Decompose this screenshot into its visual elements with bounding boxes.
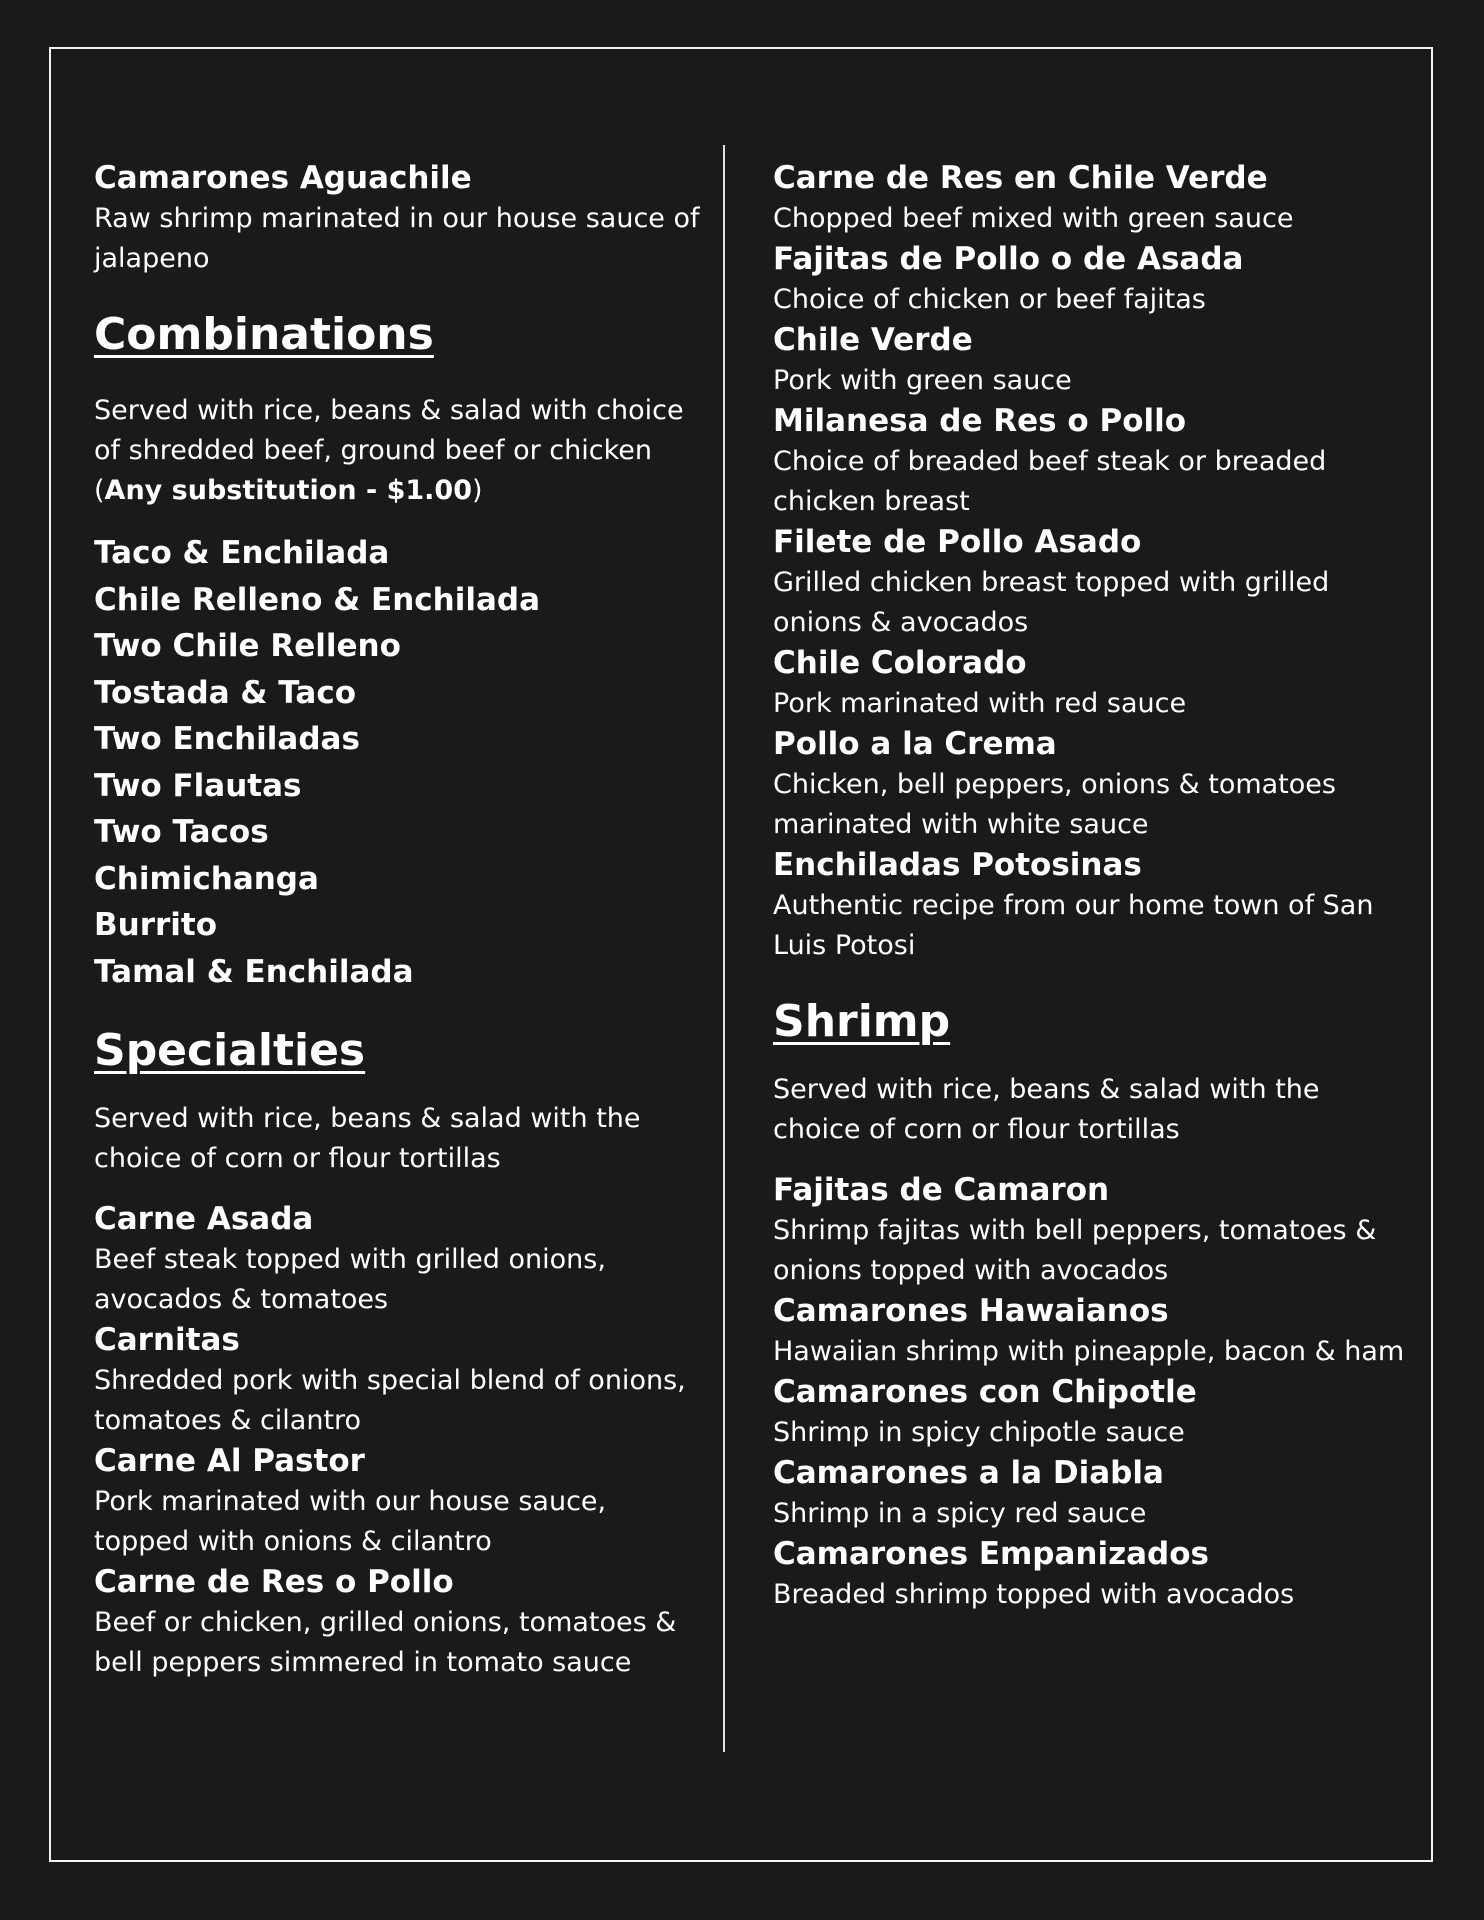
menu-item — [773, 1291, 1413, 1372]
item-name: Chile Verde — [773, 322, 973, 358]
list-item: Two Flautas — [94, 767, 302, 804]
specialties-heading: Specialties — [94, 1025, 366, 1076]
item-name: Enchiladas Potosinas — [773, 847, 1142, 883]
list-item: Tamal & Enchilada — [94, 953, 414, 990]
note-close-paren: ) — [472, 475, 483, 506]
menu-item — [773, 1372, 1413, 1453]
combinations-note — [94, 391, 704, 511]
item-name: Pollo a la Crema — [773, 726, 1057, 762]
combinations-list — [94, 530, 704, 995]
substitution-price: Any substitution - $1.00 — [104, 475, 472, 506]
menu-item — [773, 643, 1413, 724]
item-description: Raw shrimp marinated in our house sauce of jalapeno — [94, 203, 700, 274]
item-name: Carne de Res en Chile Verde — [773, 160, 1268, 196]
item-name: Camarones con Chipotle — [773, 1374, 1197, 1410]
item-name: Camarones a la Diabla — [773, 1455, 1164, 1491]
item-name: Carne Al Pastor — [94, 1443, 365, 1479]
shrimp-note: Served with rice, beans & salad with the choice of corn or flour tortillas — [773, 1074, 1320, 1145]
item-description: Hawaiian shrimp with pineapple, bacon & ham — [773, 1336, 1405, 1367]
list-item: Tostada & Taco — [94, 674, 356, 711]
item-description: Chicken, bell peppers, onions & tomatoes marinated with white sauce — [773, 769, 1336, 840]
item-description: Shrimp fajitas with bell peppers, tomatoes & onions topped with avocados — [773, 1215, 1377, 1286]
item-description: Pork marinated with our house sauce, topped with onions & cilantro — [94, 1486, 607, 1557]
list-item: Chimichanga — [94, 860, 319, 897]
menu-item — [773, 724, 1413, 845]
item-description: Choice of chicken or beef fajitas — [773, 284, 1206, 315]
menu-item — [773, 320, 1413, 401]
item-name: Carnitas — [94, 1322, 240, 1358]
item-name: Camarones Aguachile — [94, 160, 472, 196]
item-name: Fajitas de Camaron — [773, 1172, 1110, 1208]
item-name: Camarones Empanizados — [773, 1536, 1209, 1572]
item-description: Grilled chicken breast topped with grilled onions & avocados — [773, 567, 1330, 638]
item-description: Beef steak topped with grilled onions, avocados & tomatoes — [94, 1244, 606, 1315]
menu-item — [94, 1320, 704, 1441]
column-divider — [723, 145, 725, 1752]
note-open-paren: ( — [94, 475, 105, 506]
item-description: Breaded shrimp topped with avocados — [773, 1579, 1295, 1610]
menu-item — [773, 845, 1413, 966]
list-item: Two Tacos — [94, 814, 269, 850]
item-description: Authentic recipe from our home town of San Luis Potosi — [773, 890, 1374, 961]
shrimp-heading: Shrimp — [773, 996, 951, 1047]
menu-item — [94, 1441, 704, 1562]
menu-item-camarones-aguachile — [94, 158, 704, 279]
menu-item — [94, 1199, 704, 1320]
item-description: Shredded pork with special blend of onions, tomatoes & cilantro — [94, 1365, 686, 1436]
item-description: Choice of breaded beef steak or breaded chicken breast — [773, 446, 1327, 517]
menu-item — [94, 1562, 704, 1683]
item-description: Pork marinated with red sauce — [773, 688, 1187, 719]
item-name: Camarones Hawaianos — [773, 1293, 1169, 1329]
specialties-note: Served with rice, beans & salad with the choice of corn or flour tortillas — [94, 1103, 641, 1174]
list-item: Taco & Enchilada — [94, 535, 390, 571]
item-name: Carne de Res o Pollo — [94, 1564, 454, 1600]
menu-item — [773, 522, 1413, 643]
list-item: Burrito — [94, 907, 218, 943]
item-description: Chopped beef mixed with green sauce — [773, 203, 1294, 234]
menu-item — [773, 401, 1413, 522]
right-column — [773, 158, 1413, 1615]
item-description: Beef or chicken, grilled onions, tomatoes & bell peppers simmered in tomato sauce — [94, 1607, 677, 1678]
combinations-note-text: Served with rice, beans & salad with choice of shredded beef, ground beef or chicken — [94, 395, 684, 466]
left-column — [94, 158, 704, 1683]
item-description: Shrimp in a spicy red sauce — [773, 1498, 1147, 1529]
item-name: Milanesa de Res o Pollo — [773, 403, 1187, 439]
menu-item — [773, 158, 1413, 239]
item-name: Fajitas de Pollo o de Asada — [773, 241, 1244, 277]
menu-item — [773, 1170, 1413, 1291]
item-name: Carne Asada — [94, 1201, 314, 1237]
item-description: Shrimp in spicy chipotle sauce — [773, 1417, 1185, 1448]
menu-item — [773, 1453, 1413, 1534]
menu-item — [773, 1534, 1413, 1615]
list-item: Two Enchiladas — [94, 721, 360, 757]
menu-item — [773, 239, 1413, 320]
item-name: Chile Colorado — [773, 645, 1027, 681]
list-item: Chile Relleno & Enchilada — [94, 581, 541, 618]
combinations-heading: Combinations — [94, 309, 434, 360]
item-description: Pork with green sauce — [773, 365, 1072, 396]
item-name: Filete de Pollo Asado — [773, 524, 1142, 560]
list-item: Two Chile Relleno — [94, 628, 401, 664]
